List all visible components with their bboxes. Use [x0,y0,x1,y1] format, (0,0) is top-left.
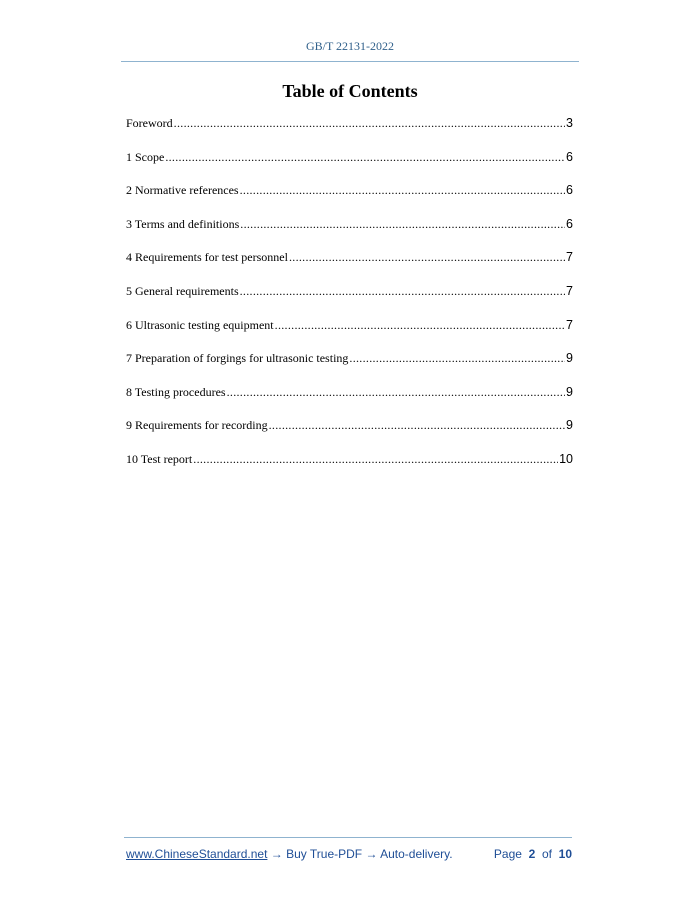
toc-dot-leader [227,385,565,400]
toc-entry-label: 5 General requirements [126,283,239,298]
toc-entry-label: 3 Terms and definitions [126,216,240,231]
toc-entry-page: 7 [566,250,573,265]
toc-dot-leader [289,250,565,265]
page-indicator [494,847,572,861]
toc-entry-scope[interactable] [126,150,573,184]
toc-entry-label: 8 Testing procedures [126,384,226,399]
standard-code-header: GB/T 22131-2022 [305,39,395,53]
toc-entry-label: 2 Normative references [126,183,239,198]
toc-entry-recording-requirements[interactable] [126,418,573,452]
toc-dot-leader [165,150,565,165]
toc-list [126,116,573,486]
toc-entry-page: 7 [566,317,573,332]
toc-entry-label: Foreword [126,116,173,130]
chinesestandard-link[interactable]: www.ChineseStandard.net [126,847,268,861]
toc-entry-label: 6 Ultrasonic testing equipment [126,317,274,332]
toc-entry-testing-equipment[interactable] [126,318,573,352]
toc-entry-page: 9 [566,384,573,399]
toc-dot-leader [174,116,565,131]
toc-entry-testing-procedures[interactable] [126,385,573,419]
toc-entry-page: 6 [566,183,573,198]
toc-entry-label: 9 Requirements for recording [126,418,268,433]
toc-dot-leader [275,318,565,333]
toc-dot-leader [269,418,565,433]
toc-dot-leader [240,183,565,198]
toc-entry-preparation-forgings[interactable] [126,351,573,385]
toc-entry-label: 4 Requirements for test personnel [126,250,288,265]
toc-entry-page: 9 [566,351,573,366]
toc-entry-test-report[interactable] [126,452,573,486]
toc-dot-leader [240,217,565,232]
toc-entry-foreword[interactable] [126,116,573,150]
footer-divider [124,837,572,838]
toc-entry-page: 7 [566,283,573,298]
toc-entry-terms-definitions[interactable] [126,217,573,251]
toc-entry-label: 1 Scope [126,149,165,164]
toc-entry-page: 9 [566,418,573,433]
toc-entry-page: 6 [566,149,573,164]
toc-entry-page: 10 [559,451,573,466]
toc-entry-general-requirements[interactable] [126,284,573,318]
footer-promo-text: → Buy True-PDF → Auto-delivery. [267,847,453,861]
page-footer [126,847,572,861]
toc-entry-normative-references[interactable] [126,183,573,217]
toc-dot-leader [349,351,565,366]
toc-dot-leader [240,284,565,299]
toc-entry-test-personnel[interactable] [126,250,573,284]
toc-entry-page: 3 [566,116,573,130]
footer-promo [126,847,453,861]
toc-title: Table of Contents [282,81,418,101]
page-word: Page [493,847,522,861]
of-word: of [541,847,552,861]
header-divider [121,61,579,62]
toc-dot-leader [193,452,558,467]
total-pages-number: 10 [558,847,572,861]
toc-entry-label: 10 Test report [126,451,193,466]
toc-entry-page: 6 [566,216,573,231]
current-page-number: 2 [528,847,536,861]
toc-entry-label: 7 Preparation of forgings for ultrasonic testing [126,351,349,366]
